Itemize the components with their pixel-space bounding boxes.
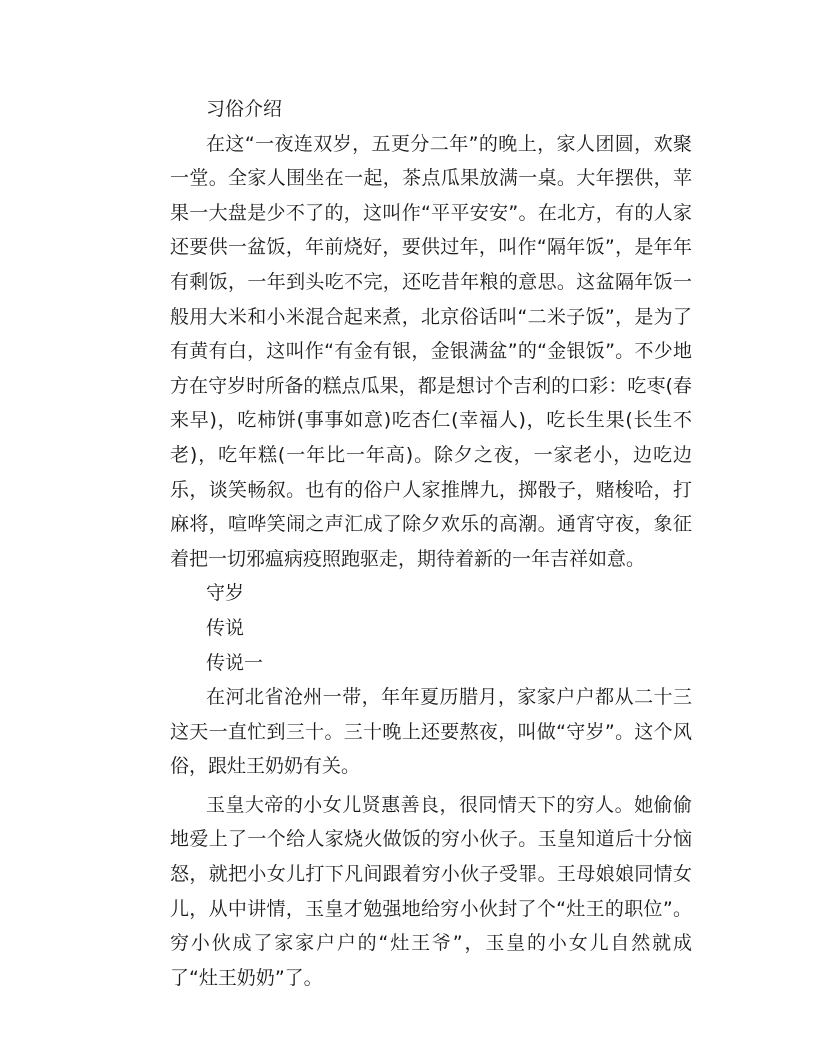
document-body — [170, 92, 692, 995]
heading-shousui: 守岁 — [206, 582, 245, 605]
paragraph-legend-one-1: 在河北省沧州一带，年年夏历腊月，家家户户都从二十三这天一直忙到三十。三十晚上还要熬夜，叫做“守岁”。这个风俗，跟灶王奶奶有关。 — [170, 686, 692, 778]
heading-customs-intro: 习俗介绍 — [206, 98, 283, 120]
paragraph-legend-one-2: 玉皇大帝的小女儿贤惠善良，很同情天下的穷人。她偷偷地爱上了一个给人家烧火做饭的穷小伙子。玉皇知道后十分恼怒，就把小女儿打下凡间跟着穷小伙子受罪。王母娘娘同情女儿，从中讲情，玉皇才勉强地给穷小伙封了个“灶王的职位”。穷小伙成了家家户户的“灶王爷”，玉皇的小女儿自然就成了“灶王奶奶”了。 — [170, 793, 692, 989]
heading-legend: 传说 — [206, 616, 245, 639]
paragraph-customs-body: 在这“一夜连双岁，五更分二年”的晚上，家人团圆，欢聚一堂。全家人围坐在一起，茶点瓜果放满一桌。大年摆供，苹果一大盘是少不了的，这叫作“平平安安”。在北方，有的人家还要供一盆饭，年前烧好，要供过年，叫作“隔年饭”，是年年有剩饭，一年到头吃不完，还吃昔年粮的意思。这盆隔年饭一般用大米和小米混合起来煮，北京俗话叫“二米子饭”，是为了有黄有白，这叫作“有金有银，金银满盆”的“金银饭”。不少地方在守岁时所备的糕点瓜果，都是想讨个吉利的口彩：吃枣(春来早)，吃柿饼(事事如意)吃杏仁(幸福人)，吃长生果(长生不老)，吃年糕(一年比一年高)。除夕之夜，一家老小，边吃边乐，谈笑畅叙。也有的俗户人家推牌九，掷骰子，赌梭哈，打麻将，喧哗笑闹之声汇成了除夕欢乐的高潮。通宵守夜，象征着把一切邪瘟病疫照跑驱走，期待着新的一年吉祥如意。 — [170, 132, 692, 570]
heading-legend-one: 传说一 — [206, 651, 264, 674]
